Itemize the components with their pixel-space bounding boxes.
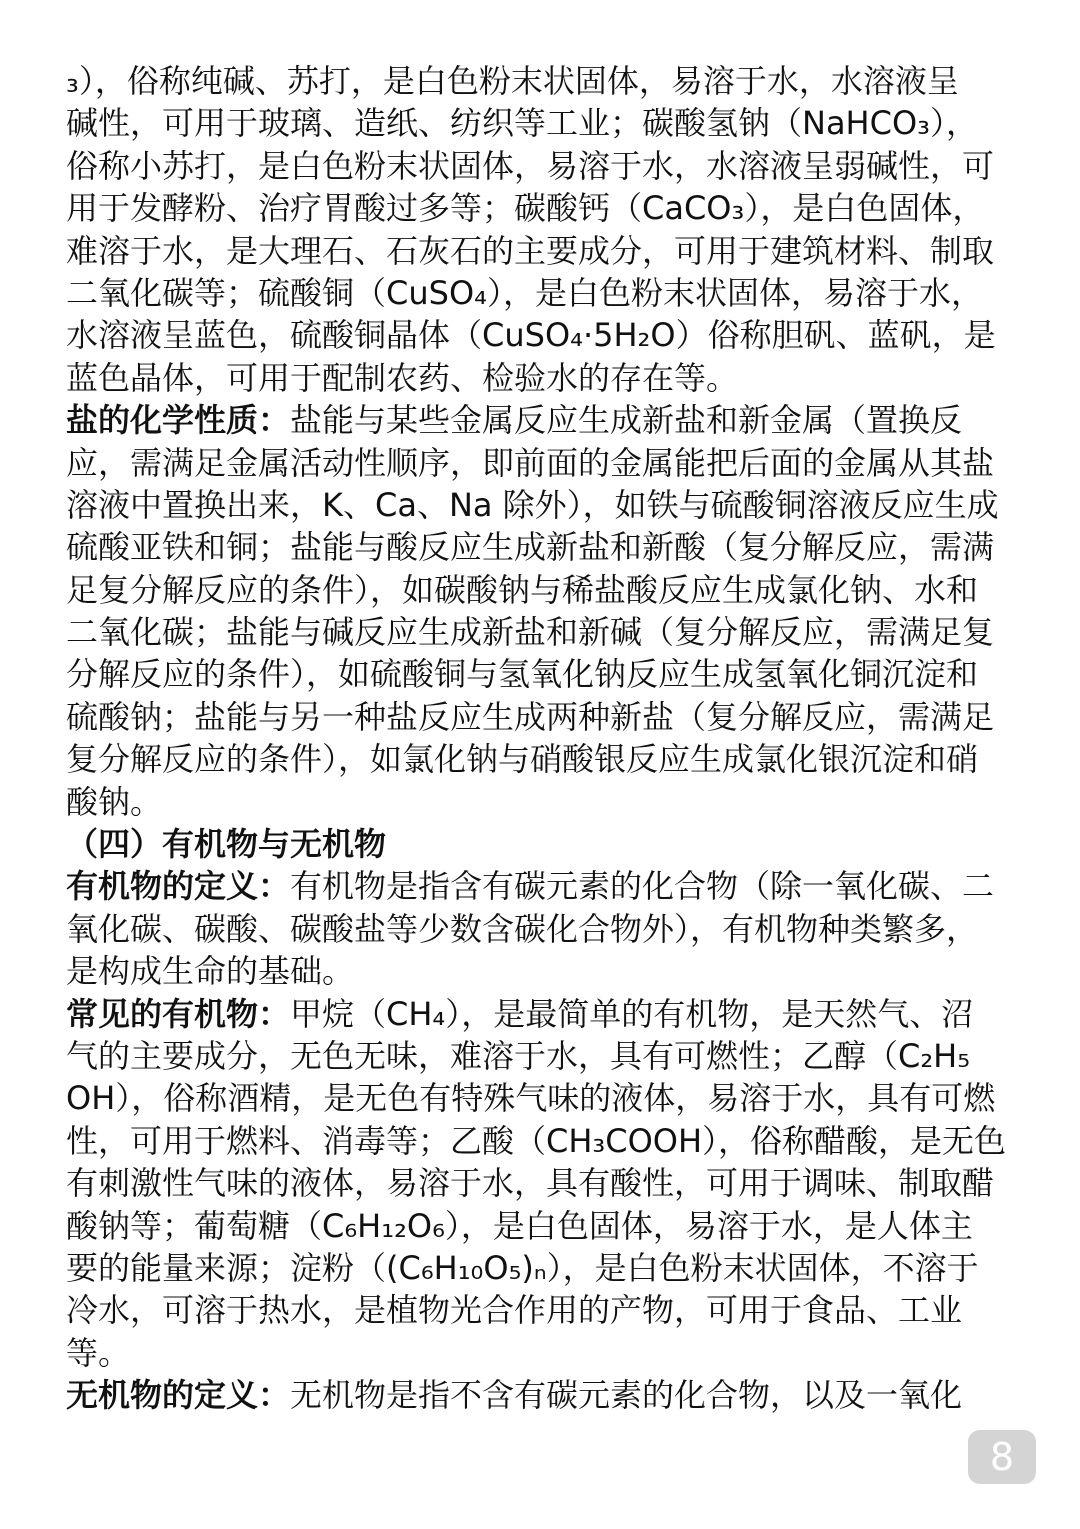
text-line xyxy=(66,102,1018,144)
line-text: 分解反应的条件），如硫酸铜与氢氧化钠反应生成氢氧化铜沉淀和 xyxy=(66,655,979,694)
line-text: 应，需满足金属活动性顺序，即前面的金属能把后面的金属从其盐 xyxy=(66,443,995,482)
line-text: 等。 xyxy=(66,1333,131,1372)
section-lead-inorganic-definition: 无机物的定义： xyxy=(66,1376,291,1415)
text-line xyxy=(66,1162,1018,1204)
line-text: 足复分解反应的条件），如碳酸钠与稀盐酸反应生成氯化钠、水和 xyxy=(66,570,979,609)
section-lead-common-organics: 常见的有机物： xyxy=(66,994,291,1033)
line-text: 硫酸亚铁和铜；盐能与酸反应生成新盐和新酸（复分解反应，需满 xyxy=(66,528,995,567)
text-line xyxy=(66,1035,1018,1077)
text-line xyxy=(66,1077,1018,1119)
line-text: 用于发酵粉、治疗胃酸过多等；碳酸钙（CaCO₃），是白色固体， xyxy=(66,189,985,228)
text-line xyxy=(66,187,1018,229)
text-line xyxy=(66,908,1018,950)
text-line xyxy=(66,1205,1018,1247)
line-text: 氧化碳、碳酸、碳酸盐等少数含碳化合物外），有机物种类繁多， xyxy=(66,909,979,948)
text-line xyxy=(66,1289,1018,1331)
text-line xyxy=(66,442,1018,484)
text-line xyxy=(66,357,1018,399)
text-line xyxy=(66,526,1018,568)
text-line xyxy=(66,611,1018,653)
line-text: 酸钠。 xyxy=(66,782,163,821)
text-line xyxy=(66,484,1018,526)
text-line xyxy=(66,1374,1018,1416)
line-text: 有机物是指含有碳元素的化合物（除一氧化碳、二 xyxy=(290,867,995,906)
text-line xyxy=(66,60,1018,102)
text-line xyxy=(66,230,1018,272)
line-text: 性，可用于燃料、消毒等；乙酸（CH₃COOH），俗称醋酸，是无色 xyxy=(66,1121,1007,1160)
text-line xyxy=(66,1332,1018,1374)
line-text: 二氧化碳等；硫酸铜（CuSO₄），是白色粉末状固体，易溶于水， xyxy=(66,273,983,312)
line-text: 俗称小苏打，是白色粉末状固体，易溶于水，水溶液呈弱碱性，可 xyxy=(66,146,995,185)
line-text: 硫酸钠；盐能与另一种盐反应生成两种新盐（复分解反应，需满足 xyxy=(66,697,995,736)
text-line xyxy=(66,993,1018,1035)
line-text: ₃），俗称纯碱、苏打，是白色粉末状固体，易溶于水，水溶液呈 xyxy=(66,62,959,100)
text-line xyxy=(66,272,1018,314)
text-line xyxy=(66,1120,1018,1162)
document-body xyxy=(66,60,1018,1417)
line-text: OH），俗称酒精，是无色有特殊气味的液体，易溶于水，具有可燃 xyxy=(66,1079,996,1118)
section-heading xyxy=(66,823,1018,865)
page-number-badge: 8 xyxy=(968,1430,1036,1484)
line-text: 气的主要成分，无色无味，难溶于水，具有可燃性；乙醇（C₂H₅ xyxy=(66,1036,971,1075)
line-text: 二氧化碳；盐能与碱反应生成新盐和新碱（复分解反应，需满足复 xyxy=(66,613,995,652)
line-text: 蓝色晶体，可用于配制农药、检验水的存在等。 xyxy=(66,358,739,397)
text-line xyxy=(66,145,1018,187)
text-line xyxy=(66,865,1018,907)
text-line xyxy=(66,1247,1018,1289)
text-line xyxy=(66,569,1018,611)
text-line xyxy=(66,314,1018,356)
text-line xyxy=(66,781,1018,823)
line-text: 甲烷（CH₄），是最简单的有机物，是天然气、沼 xyxy=(290,994,974,1033)
section-lead-organic-definition: 有机物的定义： xyxy=(66,867,291,906)
line-text: 有刺激性气味的液体，易溶于水，具有酸性，可用于调味、制取醋 xyxy=(66,1164,995,1203)
line-text: 无机物是指不含有碳元素的化合物，以及一氧化 xyxy=(290,1376,963,1415)
text-line xyxy=(66,696,1018,738)
section-heading-text: （四）有机物与无机物 xyxy=(66,825,387,864)
line-text: 酸钠等；葡萄糖（C₆H₁₂O₆），是白色固体，易溶于水，是人体主 xyxy=(66,1206,973,1245)
line-text: 难溶于水，是大理石、石灰石的主要成分，可用于建筑材料、制取 xyxy=(66,231,995,270)
text-line xyxy=(66,738,1018,780)
line-text: 是构成生命的基础。 xyxy=(66,952,355,991)
line-text: 要的能量来源；淀粉（(C₆H₁₀O₅)ₙ），是白色粉末状固体，不溶于 xyxy=(66,1248,979,1287)
line-text: 冷水，可溶于热水，是植物光合作用的产物，可用于食品、工业 xyxy=(66,1291,963,1330)
line-text: 盐能与某些金属反应生成新盐和新金属（置换反 xyxy=(290,401,963,440)
section-lead-salt-chemical-properties: 盐的化学性质： xyxy=(66,401,291,440)
line-text: 碱性，可用于玻璃、造纸、纺织等工业；碳酸氢钠（NaHCO₃）， xyxy=(66,104,978,143)
line-text: 水溶液呈蓝色，硫酸铜晶体（CuSO₄·5H₂O）俗称胆矾、蓝矾，是 xyxy=(66,316,996,355)
line-text: 复分解反应的条件），如氯化钠与硝酸银反应生成氯化银沉淀和硝 xyxy=(66,740,979,779)
text-line xyxy=(66,950,1018,992)
text-line xyxy=(66,653,1018,695)
line-text: 溶液中置换出来，K、Ca、Na 除外），如铁与硫酸铜溶液反应生成 xyxy=(66,485,999,524)
text-line xyxy=(66,399,1018,441)
